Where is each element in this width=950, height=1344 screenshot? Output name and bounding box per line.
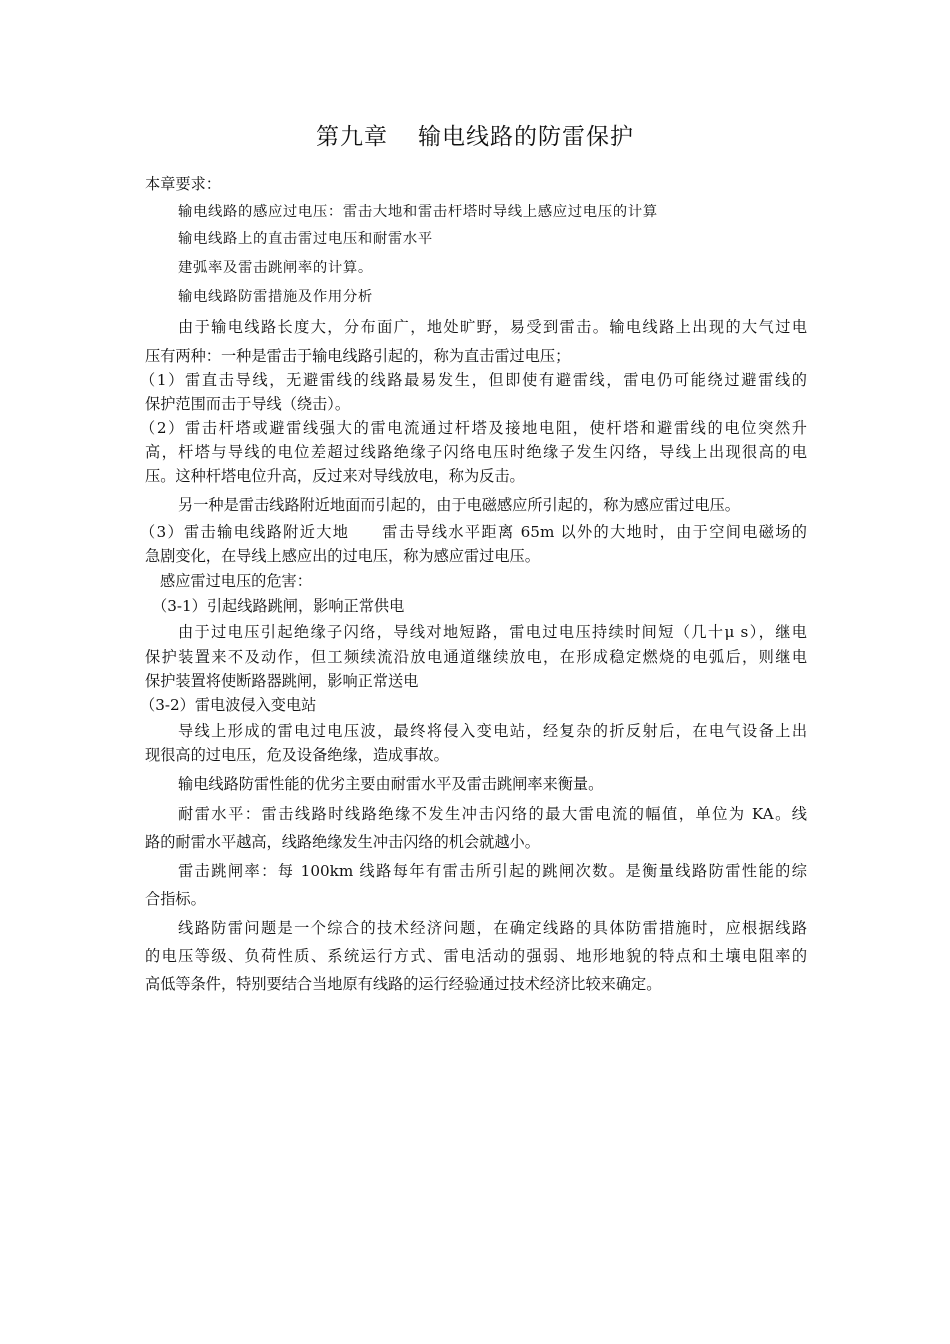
paragraph-line: 保护范围而击于导线（绕击）。	[145, 395, 351, 413]
paragraph-line: 高低等条件，特别要结合当地原有线路的运行经验通过技术经济比较来确定。	[145, 975, 662, 993]
paragraph-line: 由于过电压引起绝缘子闪络，导线对地短路，雷电过电压持续时间短（几十μ s），继电	[178, 623, 807, 641]
requirement-item: 输电线路上的直击雷过电压和耐雷水平	[178, 231, 433, 247]
paragraph-line: 急剧变化，在导线上感应出的过电压，称为感应雷过电压。	[145, 547, 540, 565]
paragraph-line: 输电线路防雷性能的优劣主要由耐雷水平及雷击跳闸率来衡量。	[178, 775, 604, 793]
chapter-title	[0, 118, 950, 151]
paragraph-line: 雷击跳闸率：每 100km 线路每年有雷击所引起的跳闸次数。是衡量线路防雷性能的综	[178, 862, 807, 880]
paragraph-line: 导线上形成的雷电过电压波，最终将侵入变电站，经复杂的折反射后，在电气设备上出	[178, 722, 807, 740]
paragraph-line: 压有两种：一种是雷击于输电线路引起的，称为直击雷过电压；	[145, 347, 571, 365]
paragraph-line: （3-2）雷电波侵入变电站	[140, 696, 317, 714]
requirement-item: 输电线路防雷措施及作用分析	[178, 289, 373, 305]
paragraph-line: 保护装置将使断路器跳闸，影响正常送电	[145, 672, 419, 690]
paragraph-line: 耐雷水平：雷击线路时线路绝缘不发生冲击闪络的最大雷电流的幅值，单位为 KA。线	[178, 805, 807, 823]
paragraph-line: 现很高的过电压，危及设备绝缘，造成事故。	[145, 746, 449, 764]
chapter-number: 第九章	[316, 124, 388, 150]
chapter-heading: 输电线路的防雷保护	[418, 124, 634, 150]
paragraph-line: 路的耐雷水平越高，线路绝缘发生冲击闪络的机会就越小。	[145, 833, 540, 851]
paragraph-line: （3）雷击输电线路附近大地 雷击导线水平距离 65m 以外的大地时，由于空间电磁场的	[140, 523, 807, 541]
paragraph-line: 感应雷过电压的危害：	[160, 572, 312, 590]
paragraph-line: （2）雷击杆塔或避雷线强大的雷电流通过杆塔及接地电阻，使杆塔和避雷线的电位突然升	[140, 419, 807, 437]
requirements-heading: 本章要求：	[145, 175, 221, 193]
paragraph-line: 另一种是雷击线路附近地面而引起的，由于电磁感应所引起的，称为感应雷过电压。	[178, 496, 740, 514]
paragraph-line: 高，杆塔与导线的电位差超过线路绝缘子闪络电压时绝缘子发生闪络，导线上出现很高的电	[145, 443, 807, 461]
paragraph-line: （3-1）引起线路跳闸，影响正常供电	[152, 597, 405, 615]
paragraph-line: 压。这种杆塔电位升高，反过来对导线放电，称为反击。	[145, 467, 525, 485]
requirement-item: 输电线路的感应过电压：雷击大地和雷击杆塔时导线上感应过电压的计算	[178, 204, 658, 220]
requirement-item: 建弧率及雷击跳闸率的计算。	[178, 260, 373, 276]
paragraph-line: 线路防雷问题是一个综合的技术经济问题，在确定线路的具体防雷措施时，应根据线路	[178, 919, 807, 937]
paragraph-line: （1）雷直击导线，无避雷线的线路最易发生，但即使有避雷线，雷电仍可能绕过避雷线的	[140, 371, 807, 389]
paragraph-line: 由于输电线路长度大，分布面广，地处旷野，易受到雷击。输电线路上出现的大气过电	[178, 318, 807, 336]
paragraph-line: 保护装置来不及动作，但工频续流沿放电通道继续放电，在形成稳定燃烧的电弧后，则继电	[145, 648, 807, 666]
paragraph-line: 的电压等级、负荷性质、系统运行方式、雷电活动的强弱、地形地貌的特点和土壤电阻率的	[145, 947, 807, 965]
paragraph-line: 合指标。	[145, 890, 206, 908]
